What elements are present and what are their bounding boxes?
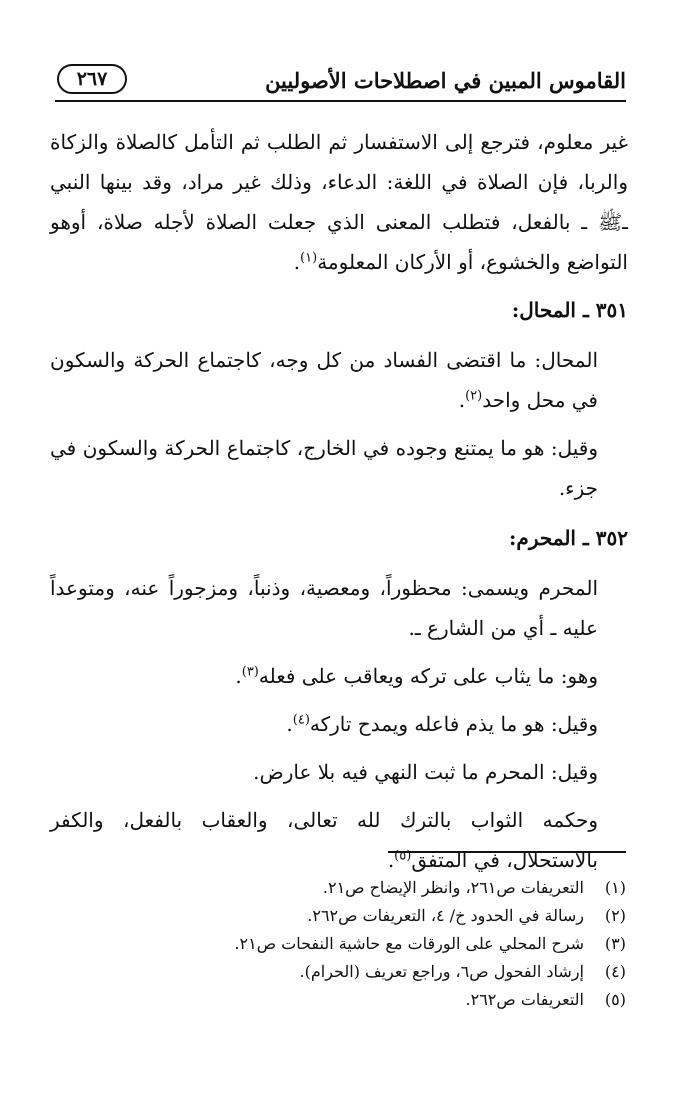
footnote-ref: (٢)	[465, 388, 483, 404]
paragraph: وقيل: هو ما يمتنع وجوده في الخارج، كاجتماع الحركة والسكون في جزء.	[50, 436, 598, 500]
footnote-number: (٥)	[604, 990, 626, 1009]
paragraph: وقيل: المحرم ما ثبت النهي فيه بلا عارض.	[253, 760, 598, 784]
footnote-number: (٤)	[604, 962, 626, 981]
footnote-item	[60, 874, 626, 902]
footnote-rule	[388, 851, 626, 853]
footnote-item	[60, 958, 626, 986]
footnote-number: (٢)	[604, 906, 626, 925]
footnote-text: رسالة في الحدود خ/ ٤، التعريفات ص٢٦٢.	[307, 906, 584, 925]
page-header	[55, 62, 626, 102]
entry-heading-351: ٣٥١ ـ المحال:	[511, 298, 628, 322]
header-rule	[55, 100, 626, 102]
footnote-text: إرشاد الفحول ص٦، وراجع تعريف (الحرام).	[299, 962, 584, 981]
paragraph: وقيل: هو ما يذم فاعله ويمدح تاركه$^{(٤)}$.	[286, 712, 598, 736]
footnote-item	[60, 930, 626, 958]
footnote-number: (٣)	[604, 934, 626, 953]
footnote-text: شرح المحلي على الورقات مع حاشية النفحات ص٢١.	[234, 934, 584, 953]
paragraph: المحرم ويسمى: محظوراً، ومعصية، وذنباً، ومزجوراً عنه، ومتوعداً عليه ـ أي من الشارع ـ.	[50, 576, 598, 640]
entry-heading-352: ٣٥٢ ـ المحرم:	[509, 526, 628, 550]
footnote-item	[60, 902, 626, 930]
footnote-text: التعريفات ص٢٦٢.	[465, 990, 584, 1009]
footnote-ref: (٤)	[292, 712, 310, 728]
footnote-text: التعريفات ص٢٦١، وانظر الإيضاح ص٢١.	[322, 878, 584, 897]
footnote-number: (١)	[604, 878, 626, 897]
footnote-ref: (٥)	[394, 848, 412, 864]
footnotes	[60, 874, 626, 1014]
footnote-ref: (٣)	[241, 664, 259, 680]
page-number: ٢٦٧	[57, 64, 127, 94]
paragraph: وحكمه الثواب بالترك لله تعالى، والعقاب بالفعل، والكفر بالاستحلال، في المتفق$^{(٥)}$.	[50, 808, 598, 872]
paragraph: وهو: ما يثاب على تركه ويعاقب على فعله$^{(٣)}$.	[235, 664, 598, 688]
paragraph: غير معلوم، فترجع إلى الاستفسار ثم الطلب ثم التأمل كالصلاة والزكاة والربا، فإن الصلاة في اللغة: الدعاء، وذلك غير مراد، وقد بينها النبي ـﷺ ـ بالفعل، فتطلب المعنى الذي جعلت الصلاة لأجله صلاة، أوهو التواضع والخشوع، أو الأركان المعلومة$^{(١)}$.	[50, 130, 628, 274]
paragraph: المحال: ما اقتضى الفساد من كل وجه، كاجتماع الحركة والسكون في محل واحد$^{(٢)}$.	[50, 348, 598, 412]
main-text	[50, 122, 628, 888]
footnote-ref: (١)	[300, 250, 318, 266]
footnote-item	[60, 986, 626, 1014]
running-title: القاموس المبين في اصطلاحات الأصوليين	[265, 68, 626, 93]
